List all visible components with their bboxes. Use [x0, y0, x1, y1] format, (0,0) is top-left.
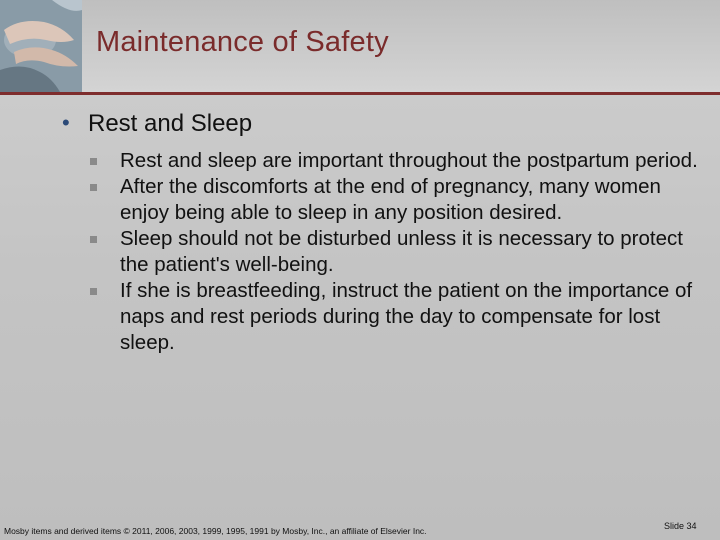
square-bullet-icon: [90, 148, 120, 165]
slide-title: Maintenance of Safety: [96, 26, 389, 58]
square-bullet-icon: [90, 278, 120, 295]
list-item-text: Rest and sleep are important throughout the postpartum period.: [120, 149, 698, 172]
square-bullet-icon: [90, 174, 120, 191]
hands-photo-icon: [0, 0, 82, 92]
heading-item: [62, 110, 712, 138]
list-item: [90, 226, 712, 278]
heading-text: Rest and Sleep: [88, 110, 253, 137]
heading-bullet-icon: •: [62, 110, 70, 135]
list-item-text: If she is breastfeeding, instruct the patient on the importance of naps and rest periods during the day to compensate for lost sleep.: [120, 279, 693, 354]
slide-number: Slide 34: [664, 521, 697, 531]
slide-body: [62, 110, 712, 356]
header-photo: [0, 0, 82, 92]
header-band: [0, 0, 720, 95]
list-item-text: Sleep should not be disturbed unless it is necessary to protect the patient's well-being.: [120, 227, 683, 276]
list-item: [90, 174, 712, 226]
list-item: [90, 148, 712, 174]
sub-bullet-list: [62, 148, 712, 356]
list-item-text: After the discomforts at the end of pregnancy, many women enjoy being able to sleep in any position desired.: [120, 175, 661, 224]
copyright-footer: Mosby items and derived items © 2011, 2006, 2003, 1999, 1995, 1991 by Mosby, Inc., an affiliate of Elsevier Inc.: [4, 526, 427, 536]
square-bullet-icon: [90, 226, 120, 243]
list-item: [90, 278, 712, 356]
